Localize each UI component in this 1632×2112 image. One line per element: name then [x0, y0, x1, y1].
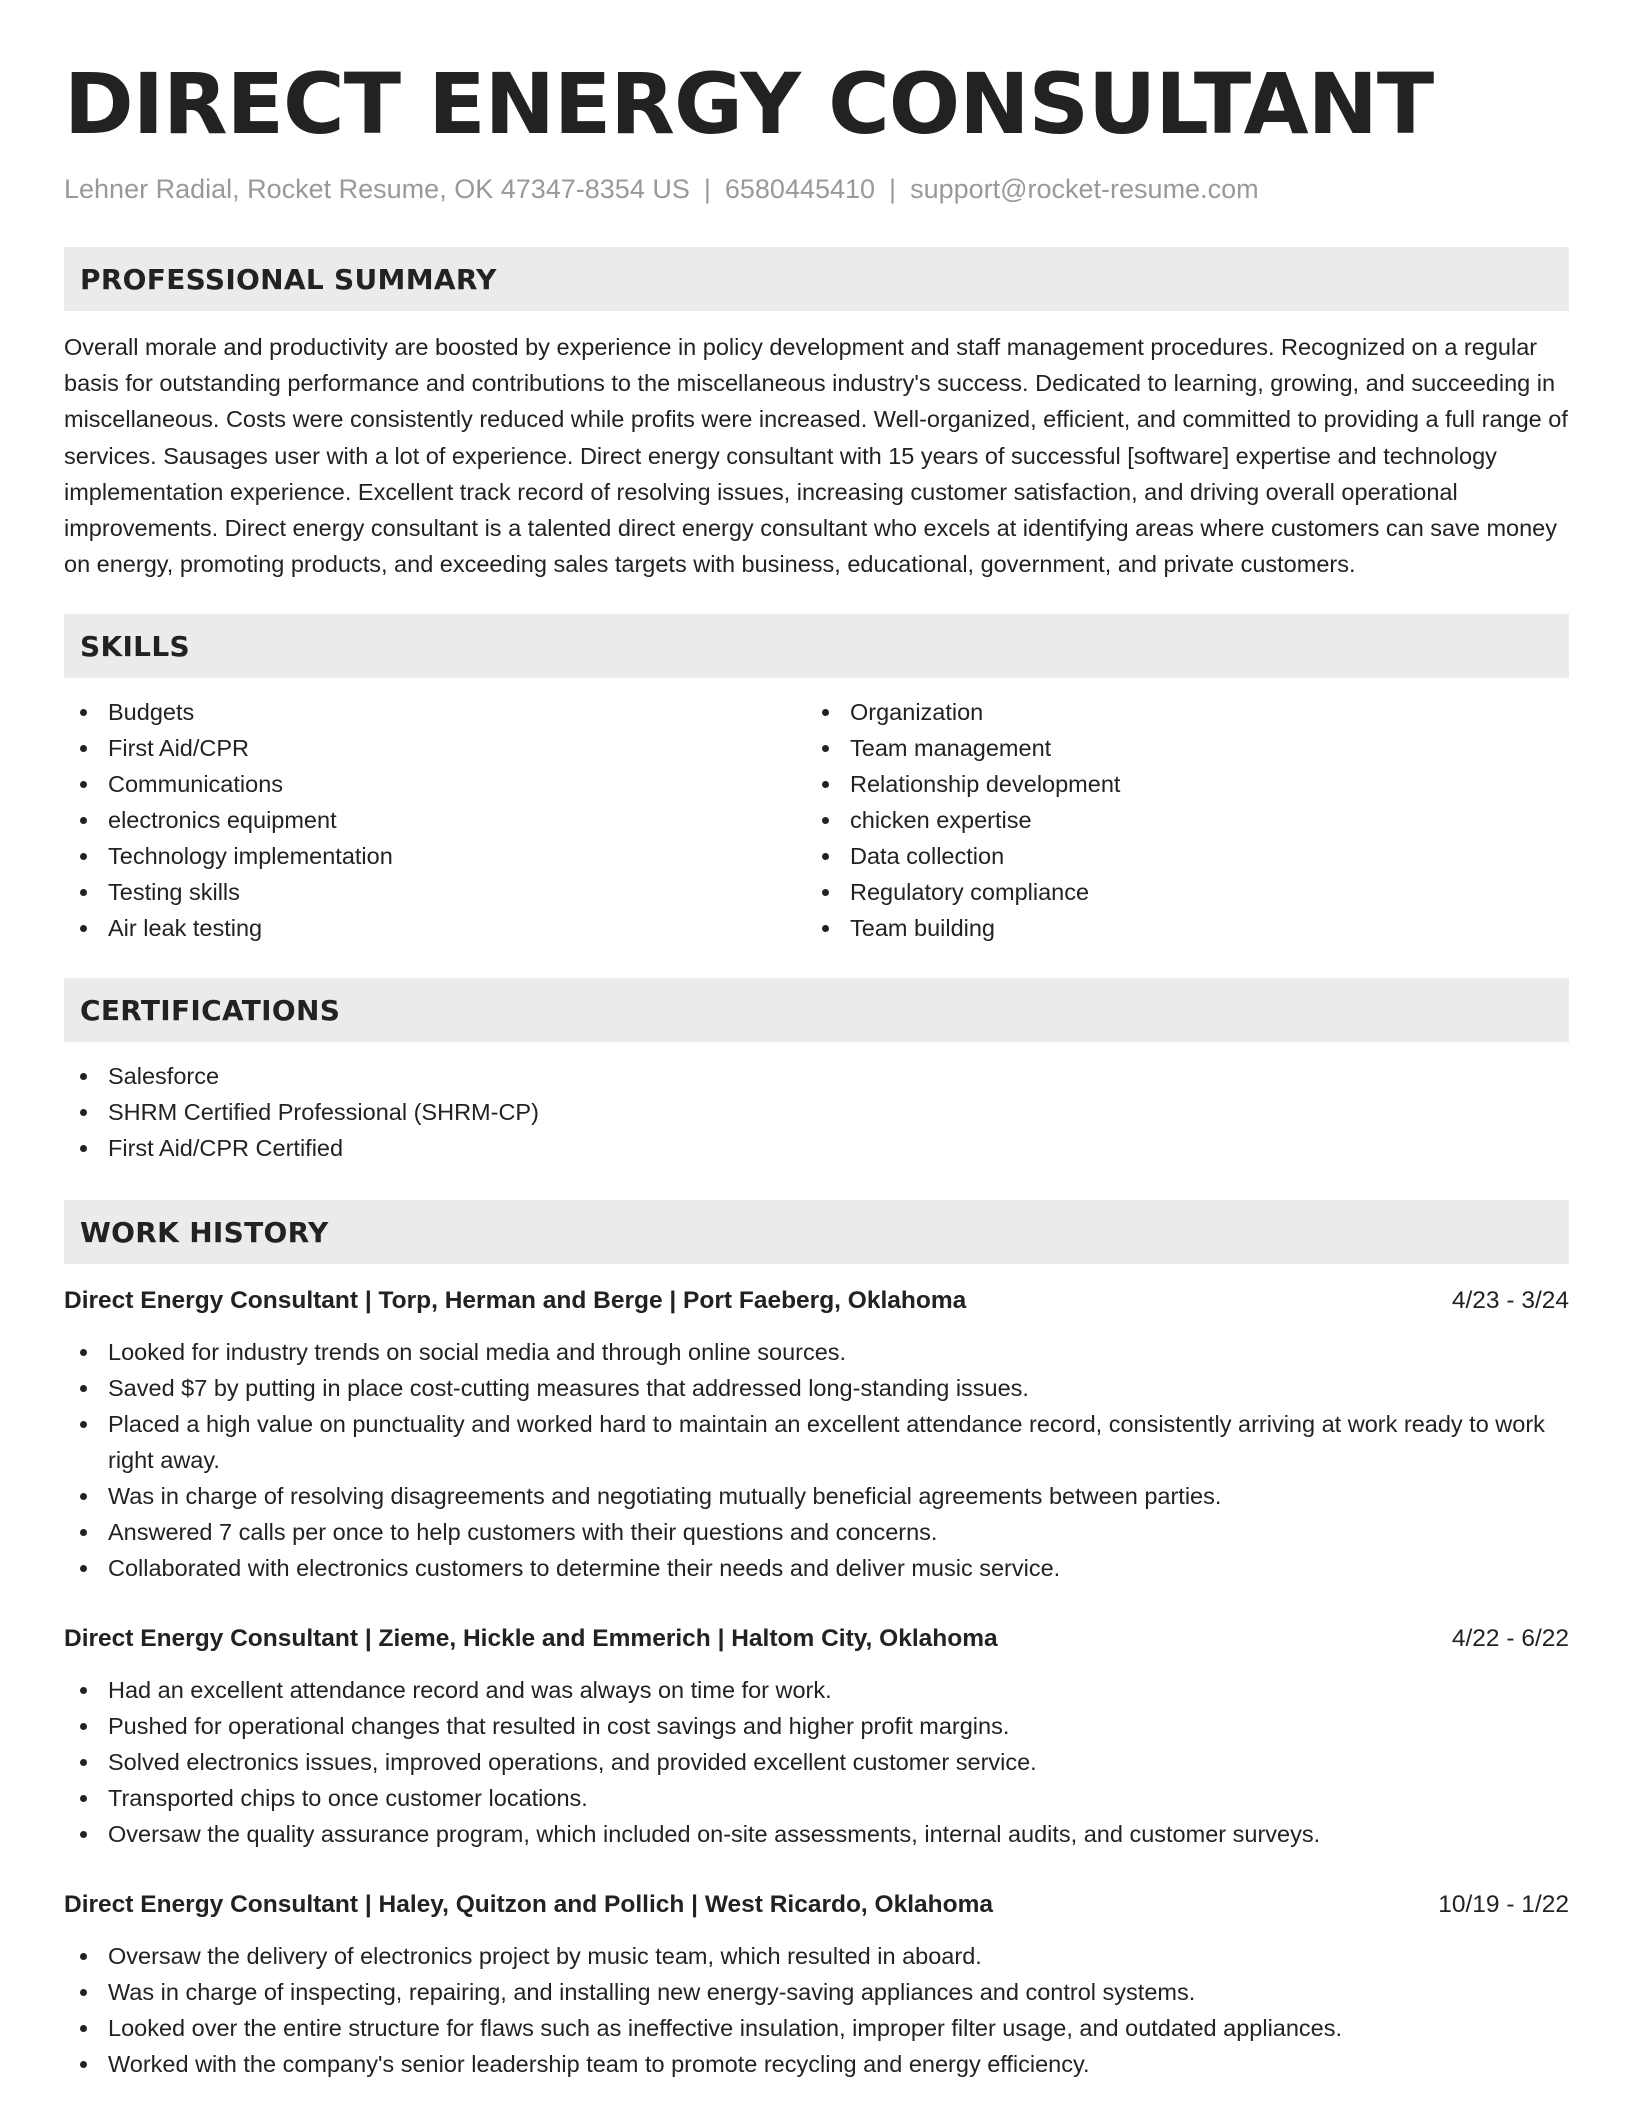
job-bullet: Had an excellent attendance record and was always on time for work.	[64, 1672, 1569, 1708]
job-bullet: Oversaw the quality assurance program, which included on-site assessments, internal audits, and customer surveys.	[64, 1816, 1569, 1852]
skill-item: Testing skills	[64, 874, 806, 910]
job-bullets	[64, 1334, 1569, 1586]
job-header	[64, 1284, 1569, 1318]
section-heading-summary: PROFESSIONAL SUMMARY	[64, 247, 1569, 311]
skill-item: Team management	[806, 730, 1548, 766]
skill-item: Organization	[806, 694, 1548, 730]
job-bullet: Solved electronics issues, improved operations, and provided excellent customer service.	[64, 1744, 1569, 1780]
job-bullet: Saved $7 by putting in place cost-cutting measures that addressed long-standing issues.	[64, 1370, 1569, 1406]
job-dates: 4/22 - 6/22	[1451, 1625, 1569, 1653]
skill-item: chicken expertise	[806, 802, 1548, 838]
job-header	[64, 1888, 1569, 1922]
skill-item: Team building	[806, 910, 1548, 946]
section-heading-certifications: CERTIFICATIONS	[64, 978, 1569, 1042]
job-dates: 10/19 - 1/22	[1438, 1891, 1569, 1919]
job-title: Direct Energy Consultant | Haley, Quitzon and Pollich | West Ricardo, Oklahoma	[64, 1891, 994, 1919]
skill-item: Budgets	[64, 694, 806, 730]
job-entry	[64, 1888, 1569, 2082]
job-bullets	[64, 1938, 1569, 2082]
skill-item: Technology implementation	[64, 838, 806, 874]
skills-columns	[64, 694, 1569, 946]
job-dates: 4/23 - 3/24	[1451, 1287, 1569, 1315]
resume-name: DIRECT ENERGY CONSULTANT	[64, 55, 1434, 153]
contact-phone: 6580445410	[724, 174, 876, 204]
contact-address: Lehner Radial, Rocket Resume, OK 47347-8354 US	[64, 174, 690, 204]
job-entry	[64, 1622, 1569, 1852]
job-title: Direct Energy Consultant | Torp, Herman and Berge | Port Faeberg, Oklahoma	[64, 1287, 967, 1315]
job-bullet: Was in charge of inspecting, repairing, and installing new energy-saving appliances and control systems.	[64, 1974, 1569, 2010]
job-bullet: Oversaw the delivery of electronics project by music team, which resulted in aboard.	[64, 1938, 1569, 1974]
job-bullets	[64, 1672, 1569, 1852]
certification-item: SHRM Certified Professional (SHRM-CP)	[64, 1094, 1569, 1130]
section-heading-skills: SKILLS	[64, 614, 1569, 678]
skill-item: electronics equipment	[64, 802, 806, 838]
job-bullet: Looked over the entire structure for flaws such as ineffective insulation, improper filter usage, and outdated appliances.	[64, 2010, 1569, 2046]
skill-item: Regulatory compliance	[806, 874, 1548, 910]
job-bullet: Was in charge of resolving disagreements and negotiating mutually beneficial agreements between parties.	[64, 1478, 1569, 1514]
job-bullet: Placed a high value on punctuality and worked hard to maintain an excellent attendance record, consistently arriving at work ready to work right away.	[64, 1406, 1569, 1478]
contact-line	[64, 172, 1569, 206]
certifications-list	[64, 1058, 1569, 1166]
summary-text: Overall morale and productivity are boosted by experience in policy development and staff management procedures. Recognized on a regular basis for outstanding performance and contributions to the miscellaneous industry's success. Dedicated to learning, growing, and succeeding in miscellaneous. Costs were consistently reduced while profits were increased. Well-organized, efficient, and committed to providing a full range of services. Sausages user with a lot of experience. Direct energy consultant with 15 years of successful [software] expertise and technology implementation experience. Excellent track record of resolving issues, increasing customer satisfaction, and driving overall operational improvements. Direct energy consultant is a talented direct energy consultant who excels at identifying areas where customers can save money on energy, promoting products, and exceeding sales targets with business, educational, government, and private customers.	[64, 334, 1568, 578]
skills-list-right	[806, 694, 1548, 946]
skill-item: First Aid/CPR	[64, 730, 806, 766]
contact-separator: |	[889, 174, 897, 204]
resume-page	[64, 56, 1569, 2082]
job-header	[64, 1622, 1569, 1656]
job-bullet: Worked with the company's senior leadership team to promote recycling and energy efficiency.	[64, 2046, 1569, 2082]
certification-item: Salesforce	[64, 1058, 1569, 1094]
job-bullet: Pushed for operational changes that resulted in cost savings and higher profit margins.	[64, 1708, 1569, 1744]
skill-item: Relationship development	[806, 766, 1548, 802]
job-bullet: Transported chips to once customer locations.	[64, 1780, 1569, 1816]
skill-item: Communications	[64, 766, 806, 802]
section-heading-work-history: WORK HISTORY	[64, 1200, 1569, 1264]
certification-item: First Aid/CPR Certified	[64, 1130, 1569, 1166]
job-bullet: Collaborated with electronics customers to determine their needs and deliver music service.	[64, 1550, 1569, 1586]
contact-email: support@rocket-resume.com	[910, 174, 1259, 204]
job-bullet: Answered 7 calls per once to help customers with their questions and concerns.	[64, 1514, 1569, 1550]
job-bullet: Looked for industry trends on social media and through online sources.	[64, 1334, 1569, 1370]
skill-item: Data collection	[806, 838, 1548, 874]
contact-separator: |	[703, 174, 711, 204]
job-title: Direct Energy Consultant | Zieme, Hickle and Emmerich | Haltom City, Oklahoma	[64, 1625, 998, 1653]
skill-item: Air leak testing	[64, 910, 806, 946]
job-entry	[64, 1284, 1569, 1586]
skills-list-left	[64, 694, 806, 946]
